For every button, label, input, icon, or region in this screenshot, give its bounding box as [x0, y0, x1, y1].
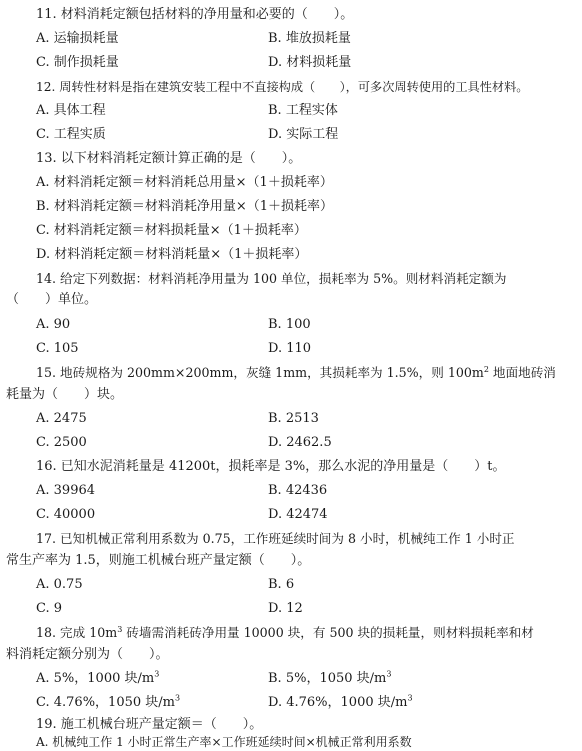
question-14-stem-line-1: 14. 给定下列数据：材料消耗净用量为 100 单位，损耗率为 5%。则材料消耗定额为	[36, 271, 507, 286]
question-17-option-a: A. 0.75	[36, 577, 83, 592]
question-18-option-c-superscript: 3	[174, 693, 181, 703]
question-13-option-b: B. 材料消耗定额＝材料消耗净用量×（1＋损耗率）	[36, 199, 333, 214]
question-16-option-b: B. 42436	[268, 483, 328, 498]
question-18-option-b-text: B. 5%，1050 块/m	[268, 671, 387, 686]
question-16-option-c: C. 40000	[36, 507, 96, 522]
question-18-stem-line-1	[36, 624, 534, 642]
question-18-stem-part-a: 18. 完成 10m	[36, 625, 118, 640]
question-14-option-b: B. 100	[268, 317, 311, 332]
question-17-stem-line-1: 17. 已知机械正常利用系数为 0.75，工作班延续时间为 8 小时，机械纯工作 1 小时正	[36, 531, 515, 546]
question-12-option-b: B. 工程实体	[268, 103, 338, 118]
question-11-option-b: B. 堆放损耗量	[268, 31, 351, 46]
question-15-option-b: B. 2513	[268, 411, 319, 426]
question-11-stem: 11. 材料消耗定额包括材料的净用量和必要的（ ）。	[36, 7, 354, 22]
question-18-option-d-superscript: 3	[407, 693, 413, 703]
question-12-stem: 12. 周转性材料是指在建筑安装工程中不直接构成（ ），可多次周转使用的工具性材料。	[36, 80, 529, 94]
question-16-option-a: A. 39964	[36, 483, 96, 498]
question-18-option-b	[268, 670, 391, 688]
question-13-option-c: C. 材料消耗定额＝材料损耗量×（1＋损耗率）	[36, 223, 307, 238]
question-13-option-a: A. 材料消耗定额＝材料消耗总用量×（1＋损耗率）	[36, 175, 333, 190]
question-19-stem: 19. 施工机械台班产量定额＝（ ）。	[36, 717, 263, 732]
question-18-stem-part-b: 砖墙需消耗砖净用量 10000 块，有 500 块的损耗量，则材料损耗率和材	[122, 625, 534, 640]
question-15-option-a: A. 2475	[36, 411, 87, 426]
question-11-option-a: A. 运输损耗量	[36, 31, 119, 46]
question-15-stem-part-a: 15. 地砖规格为 200mm×200mm，灰缝 1mm，其损耗率为 1.5%，则 100m	[36, 365, 484, 380]
question-16-option-d: D. 42474	[268, 507, 328, 522]
question-18-stem-line-2: 料消耗定额分别为（ ）。	[6, 647, 169, 662]
question-19-option-a: A. 机械纯工作 1 小时正常生产率×工作班延续时间×机械正常利用系数	[36, 735, 412, 749]
question-17-stem-line-2: 常生产率为 1.5，则施工机械台班产量定额（ ）。	[6, 553, 311, 568]
question-18-option-a	[36, 670, 159, 688]
question-18-option-c-text: C. 4.76%，1050 块/m	[36, 695, 175, 710]
question-14-option-c: C. 105	[36, 341, 79, 356]
question-18-option-b-superscript: 3	[386, 669, 392, 679]
question-12-option-a: A. 具体工程	[36, 103, 106, 118]
question-14-option-d: D. 110	[268, 341, 312, 356]
question-18-stem-superscript: 3	[117, 624, 123, 634]
question-17-option-b: B. 6	[268, 577, 295, 592]
question-14-stem-line-2: （ ）单位。	[6, 292, 98, 307]
question-12-option-c: C. 工程实质	[36, 127, 106, 142]
question-13-stem: 13. 以下材料消耗定额计算正确的是（ ）。	[36, 151, 302, 166]
question-11-option-c: C. 制作损耗量	[36, 55, 119, 70]
question-15-stem-line-1	[36, 364, 556, 382]
question-17-option-d: D. 12	[268, 601, 303, 616]
question-18-option-a-text: A. 5%，1000 块/m	[36, 671, 155, 686]
question-14-option-a: A. 90	[36, 317, 71, 332]
question-18-option-a-superscript: 3	[154, 669, 160, 679]
question-15-option-d: D. 2462.5	[268, 435, 332, 450]
question-13-option-d: D. 材料消耗定额＝材料消耗量×（1＋损耗率）	[36, 247, 308, 262]
question-17-option-c: C. 9	[36, 601, 63, 616]
question-15-stem-superscript: 2	[483, 364, 489, 374]
question-15-stem-line-2: 耗量为（ ）块。	[6, 387, 124, 402]
question-12-option-d: D. 实际工程	[268, 127, 339, 142]
question-16-stem: 16. 已知水泥消耗量是 41200t，损耗率是 3%，那么水泥的净用量是（ ）t。	[36, 459, 506, 474]
question-18-option-d-text: D. 4.76%，1000 块/m	[268, 695, 408, 710]
question-11-option-d: D. 材料损耗量	[268, 55, 352, 70]
question-18-option-c	[36, 694, 180, 712]
question-15-stem-part-b: 地面地砖消	[488, 365, 556, 380]
question-15-option-c: C. 2500	[36, 435, 87, 450]
question-18-option-d	[268, 694, 413, 712]
